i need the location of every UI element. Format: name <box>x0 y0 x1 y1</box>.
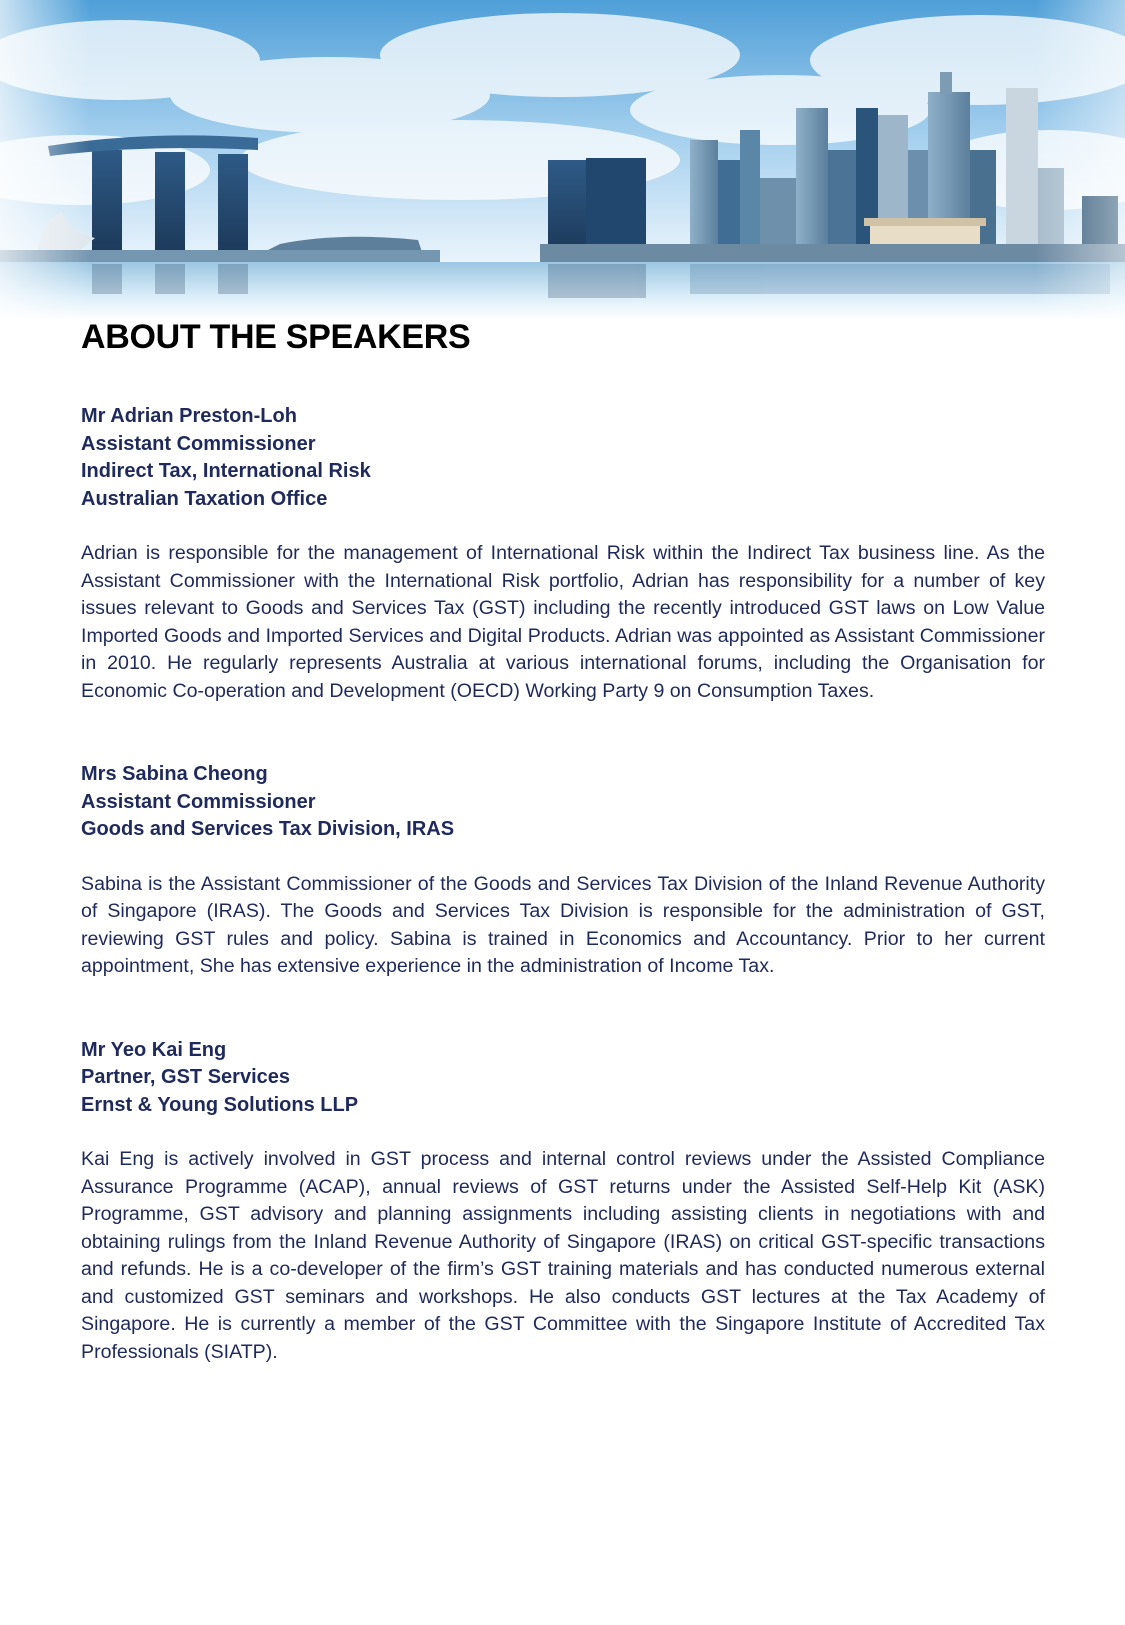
speaker-header <box>81 403 1045 513</box>
speaker-title: Assistant Commissioner <box>81 790 316 813</box>
speaker-organisation: Australian Taxation Office <box>81 487 328 510</box>
speaker-header <box>81 761 1045 844</box>
speaker-title: Assistant Commissioner <box>81 432 316 455</box>
speaker-name: Mr Yeo Kai Eng <box>81 1038 227 1061</box>
speaker-name: Mr Adrian Preston-Loh <box>81 405 297 427</box>
singapore-skyline-image <box>0 0 1125 320</box>
page-title: ABOUT THE SPEAKERS <box>81 318 471 356</box>
speaker-organisation: Ernst & Young Solutions LLP <box>81 1093 359 1116</box>
skyline-banner <box>0 0 1125 320</box>
speaker-department: Goods and Services Tax Division, IRAS <box>81 818 455 840</box>
speaker-department: Indirect Tax, International Risk <box>81 460 371 482</box>
speaker-bio: Adrian is responsible for the management of International Risk within the Indirect Tax business line. As the Assistant Commissioner with the International Risk portfolio, Adrian has responsibility for a number of key issues relevant to Goods and Services Tax (GST) including the recently introduced GST laws on Low Value Imported Goods and Imported Services and Digital Products. Adrian was appointed as Assistant Commissioner in 2010. He regularly represents Australia at various international forums, including the Organisation for Economic Co-operation and Development (OECD) Working Party 9 on Consumption Taxes. <box>81 542 1045 702</box>
speaker-bio: Kai Eng is actively involved in GST process and internal control reviews under the Assisted Compliance Assurance Programme (ACAP), annual reviews of GST returns under the Assisted Self-Help Kit (ASK) Programme, GST advisory and planning assignments including assisting clients in negotiations with and obtaining rulings from the Inland Revenue Authority of Singapore (IRAS) on critical GST-specific transactions and refunds. He is a co-developer of the firm’s GST training materials and has conducted numerous external and customized GST seminars and workshops. He also conducts GST lectures at the Tax Academy of Singapore. He is currently a member of the GST Committee with the Singapore Institute of Accredited Tax Professionals (SIATP). <box>81 1148 1045 1363</box>
speaker-header <box>81 1037 1045 1120</box>
main-content <box>81 316 1045 1386</box>
speaker-name: Mrs Sabina Cheong <box>81 763 268 785</box>
speaker-block <box>81 1037 1045 1367</box>
speaker-title: Partner, GST Services <box>81 1066 291 1088</box>
speaker-block <box>81 761 1045 981</box>
speaker-bio: Sabina is the Assistant Commissioner of the Goods and Services Tax Division of the Inland Revenue Authority of Singapore (IRAS). The Goods and Services Tax Division is responsible for the administration of GST, reviewing GST rules and policy. Sabina is trained in Economics and Accountancy. Prior to her current appointment, She has extensive experience in the administration of Income Tax. <box>81 872 1045 977</box>
speaker-block <box>81 403 1045 705</box>
